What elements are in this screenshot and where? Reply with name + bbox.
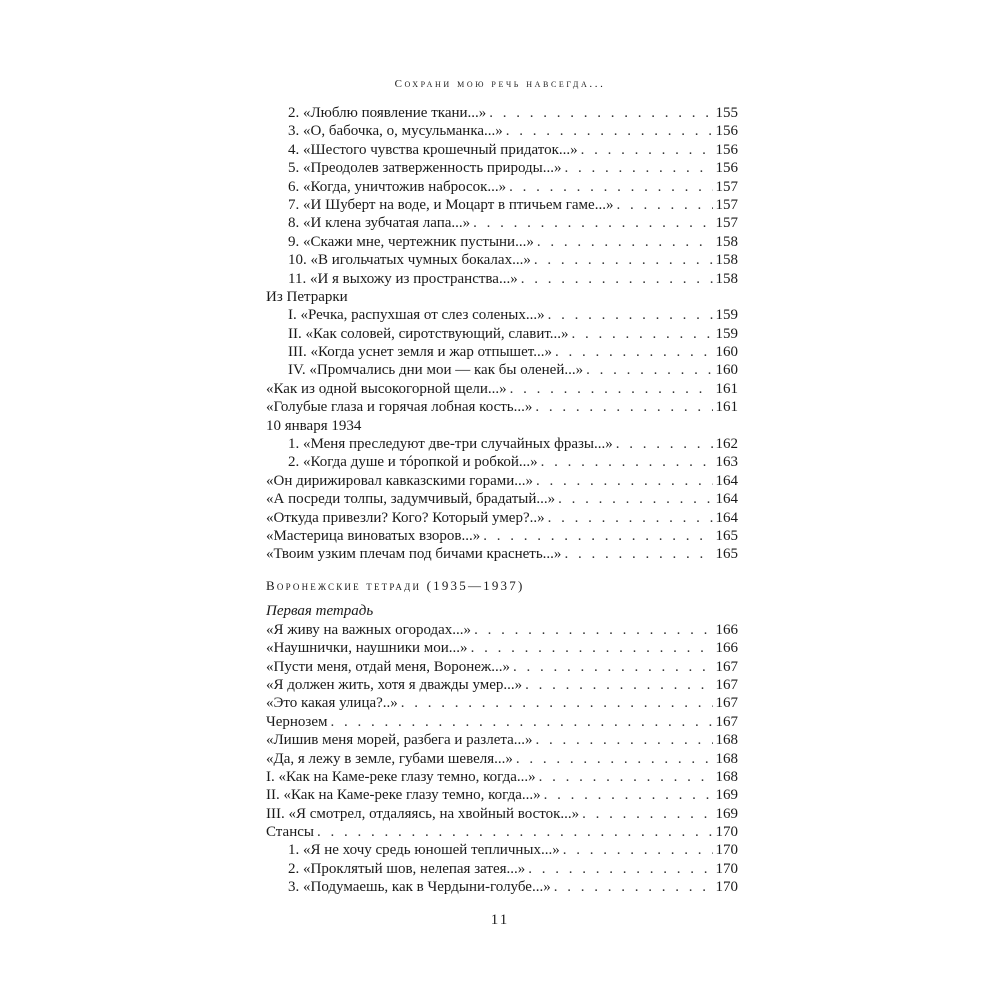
dot-leader <box>528 860 712 878</box>
toc-entry-page: 158 <box>715 233 738 250</box>
toc-entry-page: 161 <box>715 399 738 416</box>
toc-entry-title: IV. «Промчались дни мои — как бы оленей...» <box>288 362 584 379</box>
dot-leader <box>563 841 713 859</box>
toc-entry-page: 170 <box>715 860 738 877</box>
toc-entry <box>266 731 738 749</box>
dot-leader <box>544 786 713 804</box>
toc-entry-title: 2. «Когда душе и тóропкой и робкой...» <box>288 454 538 471</box>
dot-leader <box>564 545 712 563</box>
toc-entry-title: 3. «О, бабочка, о, мусульманка...» <box>288 123 503 140</box>
toc-entry-page: 164 <box>715 472 738 489</box>
toc-entry-title: «Наушнички, наушники мои...» <box>266 640 468 657</box>
toc-entry-page: 166 <box>715 640 738 657</box>
toc-entry <box>266 527 738 545</box>
toc-entry-title: Чернозем <box>266 713 328 730</box>
toc-entry-page: 162 <box>715 436 738 453</box>
dot-leader <box>509 178 712 196</box>
dot-leader <box>317 823 713 841</box>
toc-entry-page: 170 <box>715 842 738 859</box>
dot-leader <box>471 639 713 657</box>
toc-entry-title: 6. «Когда, уничтожив набросок...» <box>288 178 507 195</box>
toc-entry-page: 165 <box>715 546 738 563</box>
dot-leader <box>572 325 713 343</box>
dot-leader <box>473 214 712 232</box>
toc-entry <box>266 786 738 804</box>
dot-leader <box>331 713 713 731</box>
toc-group-january <box>266 435 738 472</box>
toc-entry-title: «Я живу на важных огородах...» <box>266 621 472 638</box>
toc-group-single-poems-1 <box>266 380 738 417</box>
dot-leader <box>534 251 713 269</box>
toc-entry-title: I. «Как на Каме-реке глазу темно, когда...» <box>266 768 536 785</box>
toc-entry-page: 166 <box>715 621 738 638</box>
toc-entry <box>266 676 738 694</box>
toc-entry-title: II. «Как соловей, сиротствующий, славит...» <box>288 325 569 342</box>
toc-entry-title: 11. «И я выхожу из пространства...» <box>288 270 518 287</box>
toc-entry <box>266 621 738 639</box>
dot-leader <box>536 472 713 490</box>
toc-entry-title: III. «Я смотрел, отдаляясь, на хвойный восток...» <box>266 805 580 822</box>
toc-entry-page: 169 <box>715 805 738 822</box>
toc-entry-title: 7. «И Шуберт на воде, и Моцарт в птичьем гаме...» <box>288 196 614 213</box>
toc-entry-page: 170 <box>715 879 738 896</box>
toc-entry <box>266 768 738 786</box>
dot-leader <box>541 453 713 471</box>
toc-entry <box>266 398 738 416</box>
toc-entry <box>266 713 738 731</box>
toc-group-stanzas <box>266 841 738 896</box>
toc-entry <box>266 270 738 288</box>
toc-entry-title: «Лишив меня морей, разбега и разлета...» <box>266 732 533 749</box>
toc-entry-page: 159 <box>715 325 738 342</box>
toc-entry-page: 167 <box>715 695 738 712</box>
dot-leader <box>581 141 713 159</box>
toc-entry-title: «Голубые глаза и горячая лобная кость...» <box>266 399 533 416</box>
dot-leader <box>586 361 712 379</box>
toc-entry-page: 160 <box>715 362 738 379</box>
toc-entry <box>266 122 738 140</box>
toc-entry-page: 165 <box>715 527 738 544</box>
dot-leader <box>616 435 713 453</box>
toc-entry-title: «Как из одной высокогорной щели...» <box>266 380 507 397</box>
dot-leader <box>536 731 713 749</box>
dot-leader <box>513 658 712 676</box>
toc-entry-page: 161 <box>715 380 738 397</box>
running-head: Сохрани мою речь навсегда... <box>394 78 606 90</box>
dot-leader <box>616 196 712 214</box>
toc-entry-title: «Да, я лежу в земле, губами шевеля...» <box>266 750 513 767</box>
toc-entry <box>266 490 738 508</box>
toc-entry <box>266 545 738 563</box>
toc-entry <box>266 658 738 676</box>
toc-entry-title: I. «Речка, распухшая от слез соленых...» <box>288 307 545 324</box>
toc-entry-page: 160 <box>715 344 738 361</box>
dot-leader <box>539 768 713 786</box>
toc-entry-page: 157 <box>715 178 738 195</box>
toc-entry <box>266 325 738 343</box>
toc-entry <box>266 306 738 324</box>
toc-entry <box>266 435 738 453</box>
dot-leader <box>537 233 713 251</box>
toc-group-first-notebook <box>266 621 738 842</box>
dot-leader <box>474 621 712 639</box>
toc-entry-title: 9. «Скажи мне, чертежник пустыни...» <box>288 233 534 250</box>
toc-entry <box>266 380 738 398</box>
toc-entry <box>266 472 738 490</box>
dot-leader <box>554 878 713 896</box>
dot-leader <box>506 122 713 140</box>
toc-entry <box>266 214 738 232</box>
toc-group-numbered-poems <box>266 104 738 288</box>
toc-entry-title: «Это какая улица?..» <box>266 695 398 712</box>
dot-leader <box>548 306 713 324</box>
dot-leader <box>548 509 713 527</box>
toc-group-petrarch <box>266 306 738 380</box>
toc-entry-page: 164 <box>715 491 738 508</box>
dot-leader <box>401 694 713 712</box>
table-of-contents <box>266 104 738 897</box>
toc-entry <box>266 805 738 823</box>
toc-entry-title: 2. «Проклятый шов, нелепая затея...» <box>288 860 526 877</box>
toc-entry-title: 1. «Меня преследуют две-три случайных фразы...» <box>288 436 613 453</box>
toc-entry <box>266 694 738 712</box>
toc-heading-petrarch: Из Петрарки <box>266 288 348 305</box>
toc-entry <box>266 196 738 214</box>
dot-leader <box>521 270 713 288</box>
toc-entry <box>266 104 738 122</box>
toc-entry-title: III. «Когда уснет земля и жар отпышет...» <box>288 344 552 361</box>
toc-entry <box>266 878 738 896</box>
toc-entry <box>266 453 738 471</box>
toc-entry-title: «Я должен жить, хотя я дважды умер...» <box>266 676 523 693</box>
toc-entry-page: 167 <box>715 658 738 675</box>
toc-entry-title: «Пусти меня, отдай меня, Воронеж...» <box>266 658 511 675</box>
toc-entry-page: 168 <box>715 768 738 785</box>
toc-entry-page: 169 <box>715 787 738 804</box>
toc-entry-title: 3. «Подумаешь, как в Чердыни-голубе...» <box>288 879 551 896</box>
toc-entry-title: «Он дирижировал кавказскими горами...» <box>266 472 533 489</box>
toc-entry-page: 163 <box>715 454 738 471</box>
toc-entry-page: 168 <box>715 750 738 767</box>
toc-entry-title: «Твоим узким плечам под бичами краснеть...» <box>266 546 562 563</box>
toc-entry <box>266 639 738 657</box>
toc-entry-page: 167 <box>715 713 738 730</box>
toc-entry-title: Стансы <box>266 824 314 841</box>
toc-entry <box>266 159 738 177</box>
dot-leader <box>483 527 712 545</box>
toc-entry-page: 168 <box>715 732 738 749</box>
toc-entry-page: 156 <box>715 160 738 177</box>
toc-heading-january: 10 января 1934 <box>266 417 362 434</box>
toc-entry-page: 156 <box>715 141 738 158</box>
toc-entry-title: II. «Как на Каме-реке глазу темно, когда...» <box>266 787 541 804</box>
toc-entry <box>266 841 738 859</box>
toc-group-single-poems-2 <box>266 472 738 564</box>
page-number: 11 <box>490 912 510 928</box>
toc-entry <box>266 509 738 527</box>
toc-entry-title: 5. «Преодолев затверженность природы...» <box>288 160 562 177</box>
dot-leader <box>535 398 712 416</box>
toc-entry-page: 155 <box>715 105 738 121</box>
toc-entry <box>266 361 738 379</box>
toc-entry-title: 2. «Люблю появление ткани...» <box>288 105 487 121</box>
toc-entry <box>266 233 738 251</box>
dot-leader <box>525 676 712 694</box>
toc-entry-title: «Мастерица виноватых взоров...» <box>266 527 481 544</box>
toc-entry-title: «А посреди толпы, задумчивый, брадатый...» <box>266 491 556 508</box>
dot-leader <box>565 159 713 177</box>
toc-entry <box>266 343 738 361</box>
toc-entry-title: 1. «Я не хочу средь юношей тепличных...» <box>288 842 560 859</box>
dot-leader <box>516 750 713 768</box>
toc-entry <box>266 141 738 159</box>
dot-leader <box>489 104 712 122</box>
toc-entry <box>266 860 738 878</box>
dot-leader <box>582 805 712 823</box>
toc-subsection-title: Первая тетрадь <box>266 602 374 619</box>
toc-entry-page: 158 <box>715 270 738 287</box>
toc-entry-title: 8. «И клена зубчатая лапа...» <box>288 215 471 232</box>
toc-entry <box>266 823 738 841</box>
toc-entry-page: 159 <box>715 307 738 324</box>
dot-leader <box>555 343 713 361</box>
toc-entry-title: 10. «В игольчатых чумных бокалах...» <box>288 252 531 269</box>
toc-entry-page: 158 <box>715 252 738 269</box>
toc-entry <box>266 750 738 768</box>
toc-section-title: Воронежские тетради (1935—1937) <box>266 577 525 593</box>
toc-entry <box>266 251 738 269</box>
toc-entry-page: 156 <box>715 123 738 140</box>
dot-leader <box>510 380 713 398</box>
toc-entry-page: 157 <box>715 215 738 232</box>
dot-leader <box>558 490 712 508</box>
toc-entry-page: 157 <box>715 196 738 213</box>
toc-entry-page: 164 <box>715 509 738 526</box>
toc-entry <box>266 178 738 196</box>
toc-entry-title: 4. «Шестого чувства крошечный придаток...» <box>288 141 578 158</box>
toc-entry-page: 170 <box>715 824 738 841</box>
toc-entry-title: «Откуда привезли? Кого? Который умер?..» <box>266 509 545 526</box>
toc-entry-page: 167 <box>715 676 738 693</box>
